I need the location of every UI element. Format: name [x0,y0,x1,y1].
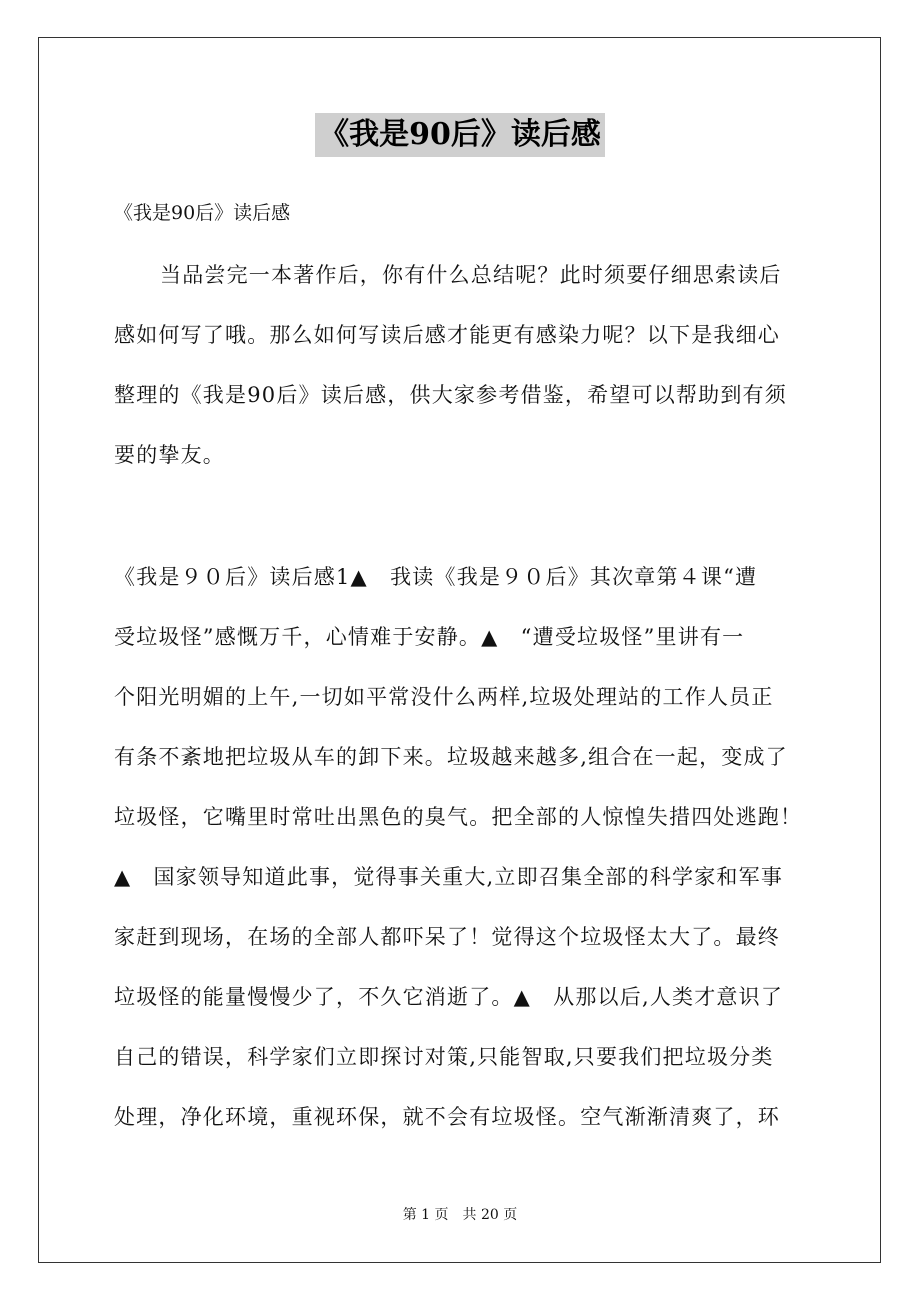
paragraph-line: 个阳光明媚的上午,一切如平常没什么两样,垃圾处理站的工作人员正 [114,685,774,709]
paragraph-line: 有条不紊地把垃圾从车的卸下来。垃圾越来越多,组合在一起，变成了 [114,745,788,769]
paragraph-line: ▲ 国家领导知道此事，觉得事关重大,立即召集全部的科学家和军事 [114,865,784,889]
paragraph-line: 受垃圾怪”感慨万千，心情难于安静。▲ “遭受垃圾怪”里讲有一 [114,625,745,649]
page-number-footer: 第 1 页 共 20 页 [402,1207,518,1223]
paragraph-line: 家赶到现场，在场的全部人都吓呆了！觉得这个垃圾怪太大了。最终 [114,925,780,949]
paragraph-line: 垃圾怪的能量慢慢少了，不久它消逝了。▲ 从那以后,人类才意识了 [114,985,784,1009]
document-title: 《我是90后》读后感 [315,113,605,157]
paragraph-line: 垃圾怪，它嘴里时常吐出黑色的臭气。把全部的人惊惶失措四处逃跑！ [114,805,803,829]
paragraph-line: 整理的《我是90后》读后感，供大家参考借鉴，希望可以帮助到有须 [114,383,787,407]
paragraph-line: 感如何写了哦。那么如何写读后感才能更有感染力呢？以下是我细心 [114,323,780,347]
paragraph-line: 《我是９０后》读后感1▲ 我读《我是９０后》其次章第４课“遭 [114,565,758,589]
title-container [0,113,920,157]
paragraph-line: 处理，净化环境，重视环保，就不会有垃圾怪。空气渐渐清爽了，环 [114,1105,780,1129]
paragraph-line: 要的挚友。 [114,443,225,467]
paragraph-line: 当品尝完一本著作后，你有什么总结呢？此时须要仔细思索读后 [160,263,782,287]
document-subtitle: 《我是90后》读后感 [114,202,291,224]
paragraph-line: 自己的错误，科学家们立即探讨对策,只能智取,只要我们把垃圾分类 [114,1045,774,1069]
